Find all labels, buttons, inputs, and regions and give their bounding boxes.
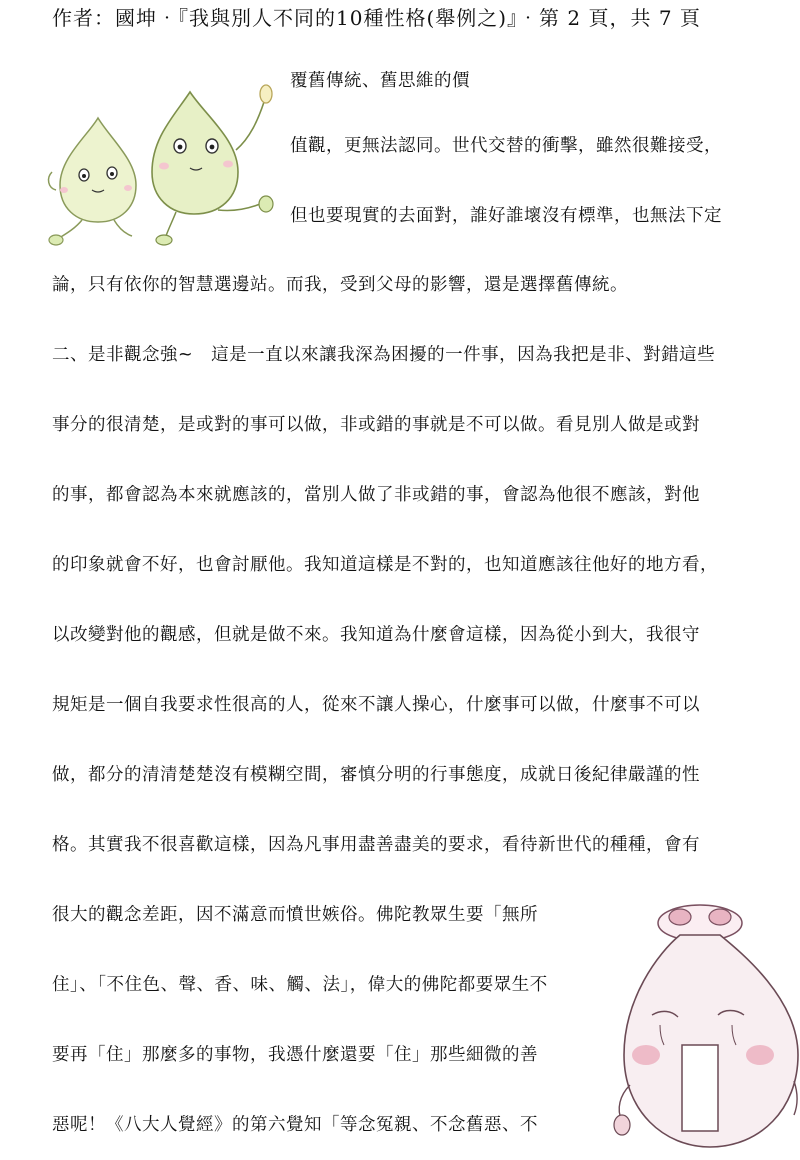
text-line-14: 住」、「不住色、聲、香、味、觸、法」，偉大的佛陀都要眾生不 <box>52 975 548 995</box>
text-line-6: 事分的很清楚，是或對的事可以做，非或錯的事就是不可以做。看見別人做是或對 <box>52 415 700 435</box>
text-line-10: 規矩是一個自我要求性很高的人，從來不讓人操心，什麼事可以做，什麼事不可以 <box>52 695 700 715</box>
text-line-8: 的印象就會不好，也會討厭他。我知道這樣是不對的，也知道應該往他好的地方看， <box>52 555 718 575</box>
text-line-7: 的事，都會認為本來就應該的，當別人做了非或錯的事，會認為他很不應該，對他 <box>52 485 700 505</box>
text-line-15: 要再「住」那麼多的事物，我憑什麼還要「住」那些細微的善 <box>52 1045 538 1065</box>
text-line-11: 做，都分的清清楚楚沒有模糊空間，審慎分明的行事態度，成就日後紀律嚴謹的性 <box>52 765 700 785</box>
page-header: 作者：國坤‧『我與別人不同的10種性格(舉例之)』‧第 2 頁，共 7 頁 <box>52 6 701 30</box>
text-line-9: 以改變對他的觀感，但就是做不來。我知道為什麼會這樣，因為從小到大，我很守 <box>52 625 700 645</box>
text-line-16: 惡呢！《八大人覺經》的第六覺知「等念冤親、不念舊惡、不 <box>52 1115 538 1135</box>
text-line-3: 但也要現實的去面對，誰好誰壞沒有標準，也無法下定 <box>290 206 722 226</box>
text-line-1: 覆舊傳統、舊思維的價 <box>290 71 470 91</box>
text-line-2: 值觀，更無法認同。世代交替的衝擊，雖然很難接受， <box>290 136 722 156</box>
text-line-4: 論，只有依你的智慧選邊站。而我，受到父母的影響，還是選擇舊傳統。 <box>52 275 628 295</box>
text-line-13: 很大的觀念差距，因不滿意而憤世嫉俗。佛陀教眾生要「無所 <box>52 905 538 925</box>
onion-character-illustration <box>600 895 800 1155</box>
drop-characters-illustration <box>40 80 280 255</box>
text-line-12: 格。其實我不很喜歡這樣，因為凡事用盡善盡美的要求，看待新世代的種種，會有 <box>52 835 700 855</box>
section-heading-line: 二、是非觀念強~ 這是一直以來讓我深為困擾的一件事，因為我把是非、對錯這些 <box>52 345 716 365</box>
